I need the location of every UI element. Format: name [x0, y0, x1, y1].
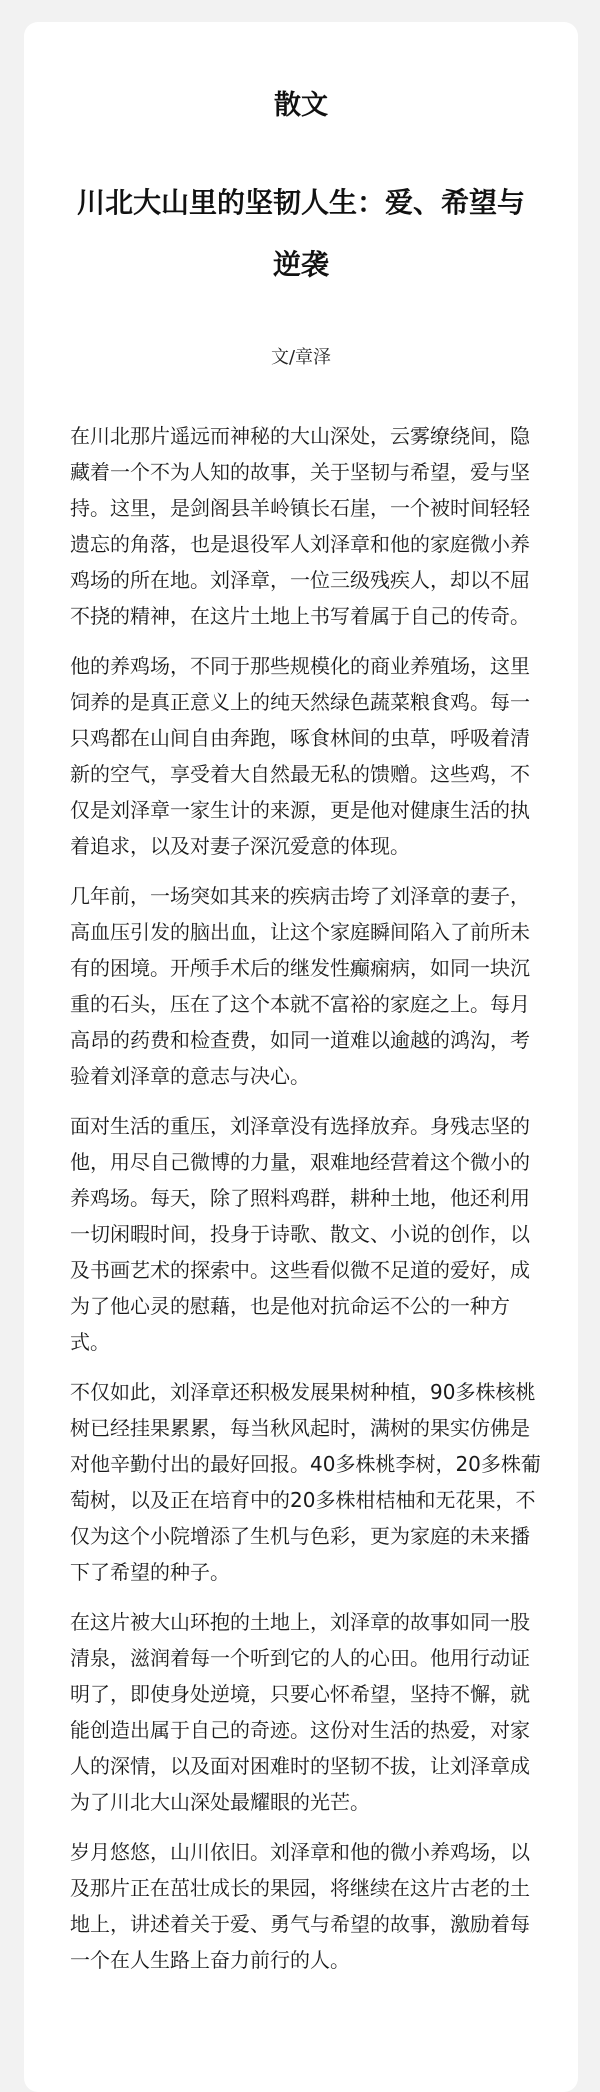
paragraph-line: 为了他心灵的慰藉，也是他对抗命运不公的一种方 — [70, 1294, 510, 1318]
paragraph-line: 人的深情，以及面对困难时的坚韧不拔，让刘泽章成 — [70, 1754, 530, 1778]
paragraph-line: 在川北那片遥远而神秘的大山深处，云雾缭绕间，隐 — [70, 424, 530, 448]
paragraph-line: 及书画艺术的探索中。这些看似微不足道的爱好，成 — [70, 1258, 530, 1282]
paragraph-line: 岁月悠悠，山川依旧。刘泽章和他的微小养鸡场，以 — [70, 1840, 530, 1864]
article-title-line: 逆袭 — [272, 248, 329, 281]
article-body — [70, 418, 582, 1992]
article-card — [24, 22, 578, 2092]
article-paragraph — [70, 418, 582, 634]
paragraph-line: 在这片被大山环抱的土地上，刘泽章的故事如同一股 — [70, 1610, 530, 1634]
paragraph-line: 着追求，以及对妻子深沉爱意的体现。 — [70, 834, 410, 858]
article-paragraph — [70, 1374, 582, 1590]
paragraph-line: 鸡场的所在地。刘泽章，一位三级残疾人，却以不屈 — [70, 568, 530, 592]
paragraph-line: 饲养的是真正意义上的纯天然绿色蔬菜粮食鸡。每一 — [70, 690, 530, 714]
paragraph-line: 他，用尽自己微博的力量，艰难地经营着这个微小的 — [70, 1150, 530, 1174]
paragraph-line: 清泉，滋润着每一个听到它的人的心田。他用行动证 — [70, 1646, 530, 1670]
paragraph-line: 不仅如此，刘泽章还积极发展果树种植，90多株核桃 — [70, 1380, 536, 1404]
paragraph-line: 萄树，以及正在培育中的20多株柑桔柚和无花果，不 — [70, 1488, 536, 1512]
paragraph-line: 不挠的精神，在这片土地上书写着属于自己的传奇。 — [70, 604, 530, 628]
article-author: 文/章泽 — [270, 347, 332, 368]
paragraph-line: 几年前，一场突如其来的疾病击垮了刘泽章的妻子， — [70, 884, 530, 908]
article-paragraph — [70, 1108, 582, 1360]
article-paragraph — [70, 1834, 582, 1978]
article-paragraph — [70, 648, 582, 864]
paragraph-line: 高昂的药费和检查费，如同一道难以逾越的鸿沟，考 — [70, 1028, 530, 1052]
paragraph-line: 仅为这个小院增添了生机与色彩，更为家庭的未来播 — [70, 1524, 530, 1548]
paragraph-line: 有的困境。开颅手术后的继发性癫痫病，如同一块沉 — [70, 956, 530, 980]
paragraph-line: 能创造出属于自己的奇迹。这份对生活的热爱，对家 — [70, 1718, 530, 1742]
paragraph-line: 对他辛勤付出的最好回报。40多株桃李树，20多株葡 — [70, 1452, 541, 1476]
paragraph-line: 他的养鸡场，不同于那些规模化的商业养殖场，这里 — [70, 654, 530, 678]
paragraph-line: 只鸡都在山间自由奔跑，啄食林间的虫草，呼吸着清 — [70, 726, 530, 750]
paragraph-line: 验着刘泽章的意志与决心。 — [70, 1064, 310, 1088]
paragraph-line: 为了川北大山深处最耀眼的光芒。 — [70, 1790, 370, 1814]
paragraph-line: 下了希望的种子。 — [70, 1560, 230, 1584]
paragraph-line: 式。 — [70, 1330, 110, 1354]
paragraph-line: 一切闲暇时间，投身于诗歌、散文、小说的创作，以 — [70, 1222, 530, 1246]
paragraph-line: 明了，即使身处逆境，只要心怀希望，坚持不懈，就 — [70, 1682, 530, 1706]
paragraph-line: 及那片正在茁壮成长的果园，将继续在这片古老的土 — [70, 1876, 530, 1900]
paragraph-line: 重的石头，压在了这个本就不富裕的家庭之上。每月 — [70, 992, 530, 1016]
paragraph-line: 面对生活的重压，刘泽章没有选择放弃。身残志坚的 — [70, 1114, 530, 1138]
paragraph-line: 一个在人生路上奋力前行的人。 — [70, 1948, 350, 1972]
article-category: 散文 — [274, 90, 328, 121]
paragraph-line: 持。这里，是剑阁县羊岭镇长石崖，一个被时间轻轻 — [70, 496, 530, 520]
paragraph-line: 新的空气，享受着大自然最无私的馈赠。这些鸡，不 — [70, 762, 530, 786]
paragraph-line: 仅是刘泽章一家生计的来源，更是他对健康生活的执 — [70, 798, 530, 822]
article-paragraph — [70, 1604, 582, 1820]
article-title — [24, 172, 578, 296]
paragraph-line: 藏着一个不为人知的故事，关于坚韧与希望，爱与坚 — [70, 460, 530, 484]
paragraph-line: 高血压引发的脑出血，让这个家庭瞬间陷入了前所未 — [70, 920, 530, 944]
article-paragraph — [70, 878, 582, 1094]
article-title-line: 川北大山里的坚韧人生：爱、希望与 — [76, 186, 525, 219]
paragraph-line: 地上，讲述着关于爱、勇气与希望的故事，激励着每 — [70, 1912, 530, 1936]
paragraph-line: 树已经挂果累累，每当秋风起时，满树的果实仿佛是 — [70, 1416, 530, 1440]
paragraph-line: 养鸡场。每天，除了照料鸡群，耕种土地，他还利用 — [70, 1186, 530, 1210]
paragraph-line: 遗忘的角落，也是退役军人刘泽章和他的家庭微小养 — [70, 532, 530, 556]
